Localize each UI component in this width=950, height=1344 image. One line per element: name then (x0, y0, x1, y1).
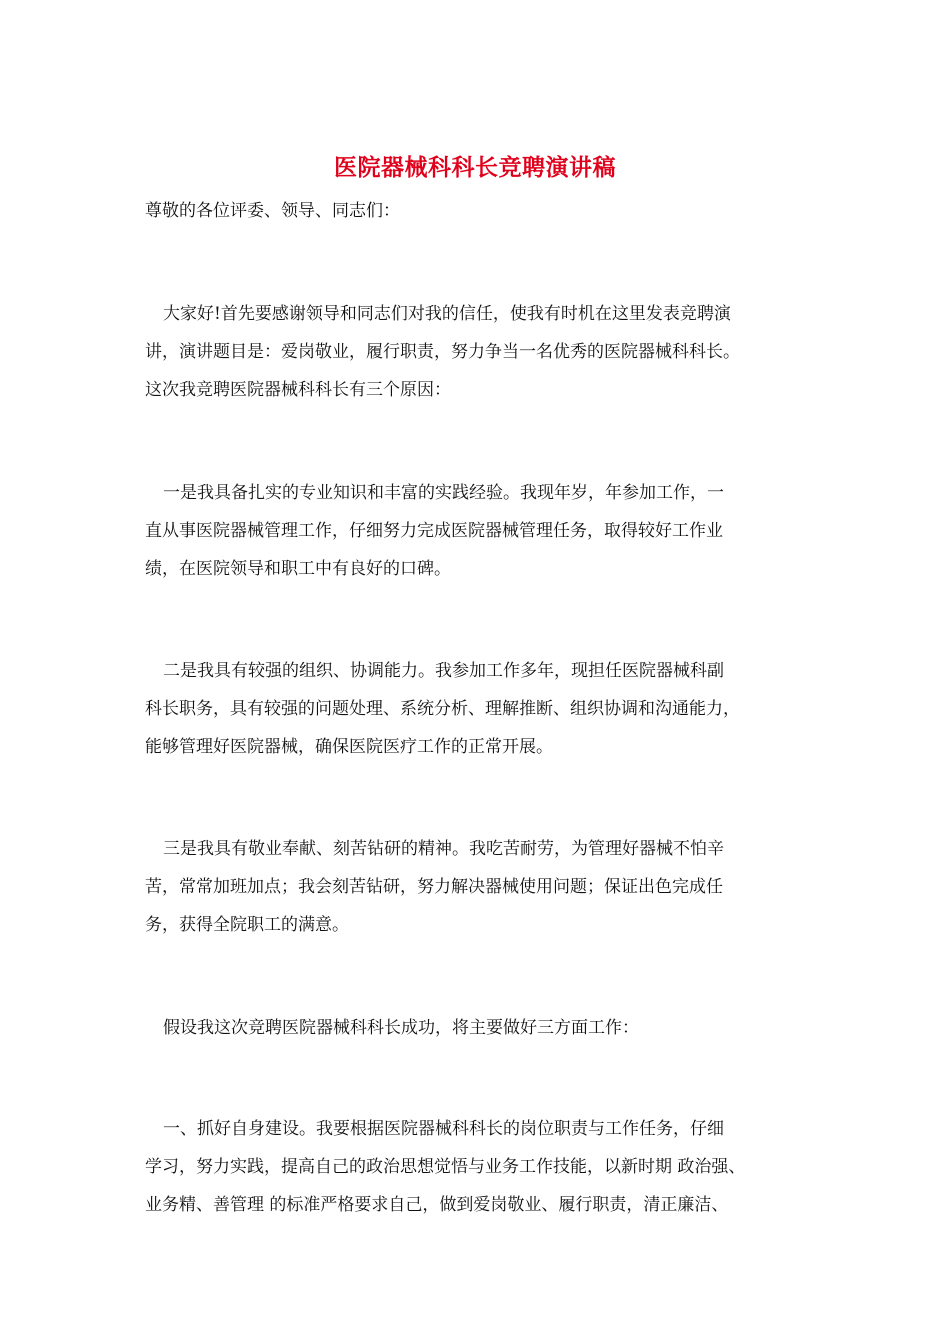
paragraph-reason-two (145, 652, 815, 766)
paragraph-line: 能够管理好医院器械，确保医院医疗工作的正常开展。 (145, 737, 553, 757)
paragraph-greeting (145, 295, 815, 409)
paragraph-line: 直从事医院器械管理工作，仔细努力完成医院器械管理任务，取得较好工作业 (145, 521, 723, 541)
paragraph-line: 这次我竞聘医院器械科科长有三个原因： (145, 380, 451, 400)
paragraph-line: 绩，在医院领导和职工中有良好的口碑。 (145, 559, 451, 579)
paragraph-line: 业务精、善管理 的标准严格要求自己，做到爱岗敬业、履行职责，清正廉洁、 (145, 1195, 729, 1215)
paragraph-line: 假设我这次竞聘医院器械科科长成功，将主要做好三方面工作： (163, 1018, 639, 1038)
paragraph-line: 科长职务，具有较强的问题处理、系统分析、理解推断、组织协调和沟通能力， (145, 699, 740, 719)
paragraph-line: 二是我具有较强的组织、协调能力。我参加工作多年，现担任医院器械科副 (163, 661, 724, 681)
paragraph-line: 讲，演讲题目是：爱岗敬业，履行职责，努力争当一名优秀的医院器械科科长。 (145, 342, 740, 362)
paragraph-line: 一、抓好自身建设。我要根据医院器械科科长的岗位职责与工作任务，仔细 (163, 1119, 724, 1139)
paragraph-plan-one (145, 1110, 815, 1224)
paragraph-line: 一是我具备扎实的专业知识和丰富的实践经验。我现年岁，年参加工作，一 (163, 483, 724, 503)
salutation: 尊敬的各位评委、领导、同志们： (145, 201, 400, 221)
paragraph-plan-intro (145, 1009, 815, 1047)
document-title: 医院器械科科长竞聘演讲稿 (334, 154, 616, 181)
paragraph-line: 三是我具有敬业奉献、刻苦钻研的精神。我吃苦耐劳，为管理好器械不怕辛 (163, 839, 724, 859)
paragraph-line: 苦，常常加班加点；我会刻苦钻研，努力解决器械使用问题；保证出色完成任 (145, 877, 723, 897)
paragraph-line: 学习，努力实践，提高自己的政治思想觉悟与业务工作技能，以新时期 政治强、 (145, 1157, 746, 1177)
paragraph-reason-three (145, 830, 815, 944)
paragraph-reason-one (145, 474, 815, 588)
paragraph-line: 大家好!首先要感谢领导和同志们对我的信任，使我有时机在这里发表竞聘演 (163, 304, 731, 324)
paragraph-line: 务，获得全院职工的满意。 (145, 915, 349, 935)
